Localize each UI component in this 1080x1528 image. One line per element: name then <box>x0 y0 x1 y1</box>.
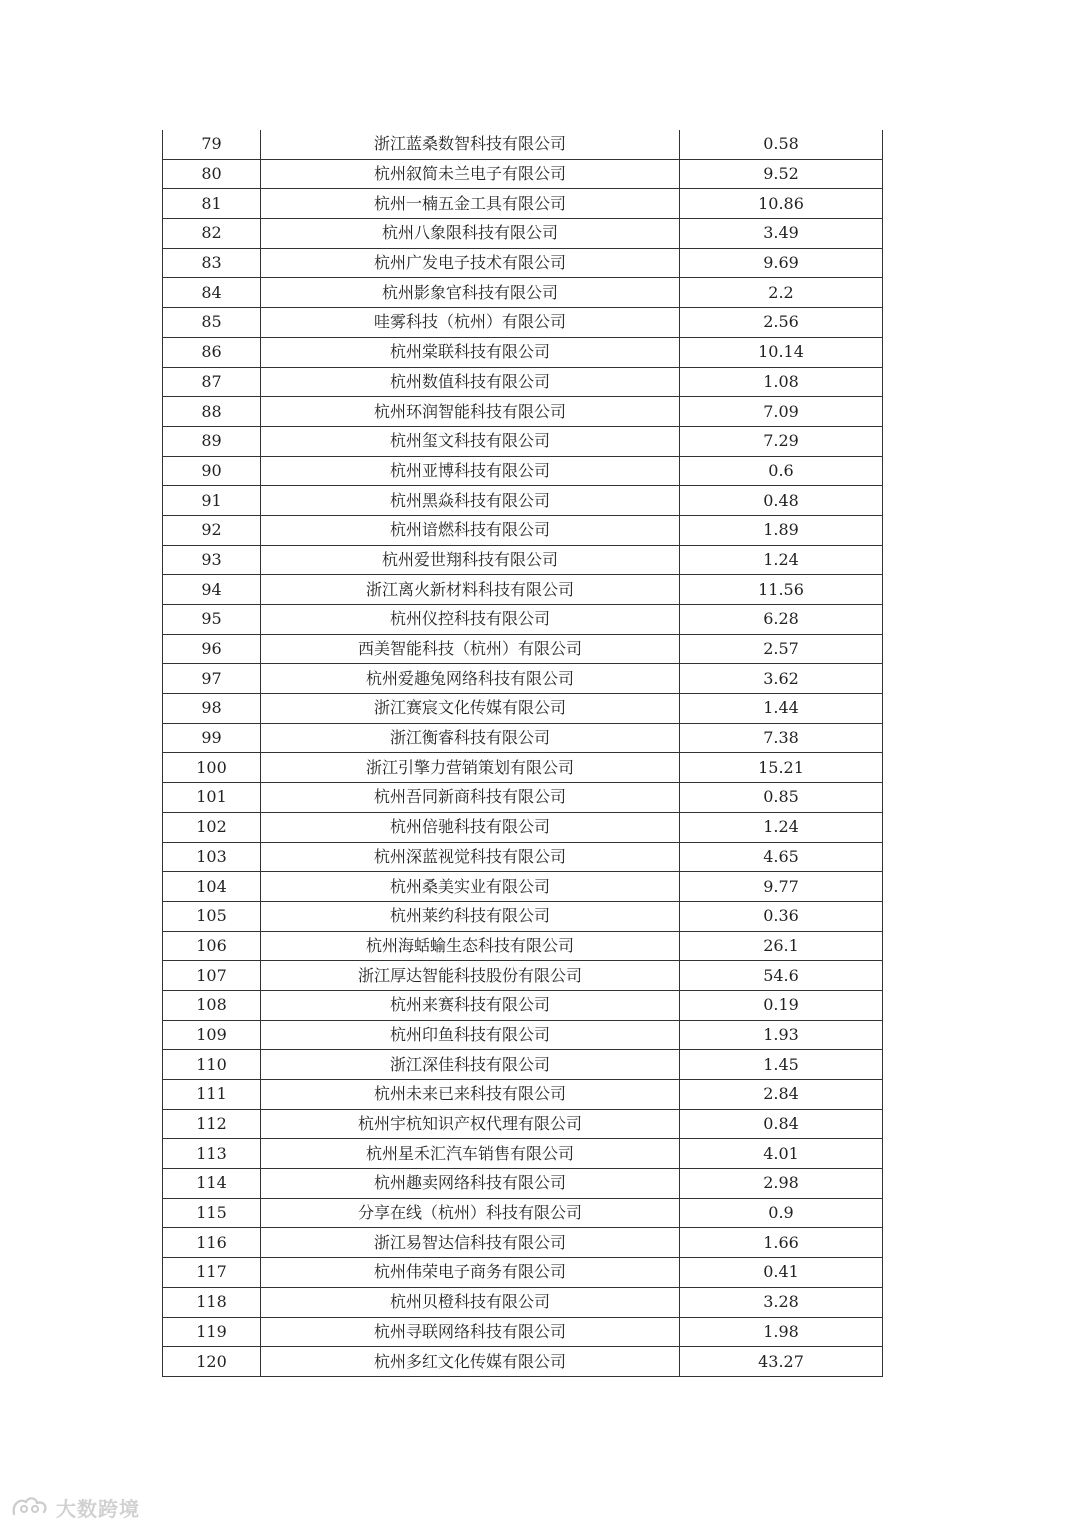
row-number: 85 <box>163 308 261 338</box>
amount-value: 0.41 <box>680 1258 883 1288</box>
amount-value: 1.45 <box>680 1050 883 1080</box>
row-number: 95 <box>163 605 261 635</box>
row-number: 104 <box>163 872 261 902</box>
amount-value: 0.6 <box>680 456 883 486</box>
amount-value: 1.98 <box>680 1317 883 1347</box>
row-number: 93 <box>163 545 261 575</box>
row-number: 118 <box>163 1287 261 1317</box>
row-number: 98 <box>163 694 261 724</box>
table-row <box>163 1317 883 1347</box>
company-name: 杭州广发电子技术有限公司 <box>261 248 680 278</box>
row-number: 109 <box>163 1020 261 1050</box>
company-name: 杭州印鱼科技有限公司 <box>261 1020 680 1050</box>
company-name: 杭州影象官科技有限公司 <box>261 278 680 308</box>
row-number: 91 <box>163 486 261 516</box>
amount-value: 4.65 <box>680 842 883 872</box>
company-name: 分享在线（杭州）科技有限公司 <box>261 1198 680 1228</box>
row-number: 111 <box>163 1080 261 1110</box>
table-row <box>163 783 883 813</box>
table-row <box>163 1347 883 1377</box>
table-row <box>163 308 883 338</box>
company-name: 杭州海蛞蝓生态科技有限公司 <box>261 931 680 961</box>
table-row <box>163 278 883 308</box>
table-row <box>163 961 883 991</box>
company-name: 杭州数值科技有限公司 <box>261 367 680 397</box>
table-row <box>163 990 883 1020</box>
company-name: 杭州一楠五金工具有限公司 <box>261 189 680 219</box>
amount-value: 3.28 <box>680 1287 883 1317</box>
company-name: 杭州星禾汇汽车销售有限公司 <box>261 1139 680 1169</box>
table-row <box>163 456 883 486</box>
table-row <box>163 1258 883 1288</box>
row-number: 119 <box>163 1317 261 1347</box>
company-name: 杭州桑美实业有限公司 <box>261 872 680 902</box>
table-row <box>163 575 883 605</box>
company-name: 浙江衡睿科技有限公司 <box>261 723 680 753</box>
table-row <box>163 1050 883 1080</box>
company-name: 杭州深蓝视觉科技有限公司 <box>261 842 680 872</box>
row-number: 114 <box>163 1169 261 1199</box>
table-row <box>163 130 883 159</box>
row-number: 120 <box>163 1347 261 1377</box>
amount-value: 26.1 <box>680 931 883 961</box>
table-row <box>163 545 883 575</box>
amount-value: 9.77 <box>680 872 883 902</box>
amount-value: 0.58 <box>680 130 883 159</box>
row-number: 97 <box>163 664 261 694</box>
amount-value: 1.66 <box>680 1228 883 1258</box>
company-name: 浙江深佳科技有限公司 <box>261 1050 680 1080</box>
company-name: 杭州贝橙科技有限公司 <box>261 1287 680 1317</box>
company-name: 杭州寻联网络科技有限公司 <box>261 1317 680 1347</box>
row-number: 90 <box>163 456 261 486</box>
table-row <box>163 1109 883 1139</box>
row-number: 96 <box>163 634 261 664</box>
row-number: 112 <box>163 1109 261 1139</box>
row-number: 99 <box>163 723 261 753</box>
watermark <box>10 1492 140 1522</box>
amount-value: 2.56 <box>680 308 883 338</box>
company-name: 杭州多红文化传媒有限公司 <box>261 1347 680 1377</box>
watermark-text: 大数跨境 <box>56 1496 140 1521</box>
table-row <box>163 515 883 545</box>
amount-value: 7.29 <box>680 426 883 456</box>
amount-value: 1.93 <box>680 1020 883 1050</box>
table-row <box>163 664 883 694</box>
table-row <box>163 219 883 249</box>
amount-value: 0.85 <box>680 783 883 813</box>
amount-value: 9.52 <box>680 159 883 189</box>
table-row <box>163 1020 883 1050</box>
amount-value: 7.09 <box>680 397 883 427</box>
row-number: 105 <box>163 901 261 931</box>
company-name: 杭州黑焱科技有限公司 <box>261 486 680 516</box>
amount-value: 15.21 <box>680 753 883 783</box>
row-number: 116 <box>163 1228 261 1258</box>
company-name: 杭州未来已来科技有限公司 <box>261 1080 680 1110</box>
amount-value: 0.48 <box>680 486 883 516</box>
table-row <box>163 189 883 219</box>
company-name: 杭州玺文科技有限公司 <box>261 426 680 456</box>
company-name: 杭州谙燃科技有限公司 <box>261 515 680 545</box>
table-row <box>163 1080 883 1110</box>
table-row <box>163 842 883 872</box>
company-name: 浙江厚达智能科技股份有限公司 <box>261 961 680 991</box>
brand-logo-icon <box>10 1494 50 1520</box>
row-number: 92 <box>163 515 261 545</box>
amount-value: 0.9 <box>680 1198 883 1228</box>
company-name: 杭州环润智能科技有限公司 <box>261 397 680 427</box>
company-name: 杭州趣卖网络科技有限公司 <box>261 1169 680 1199</box>
row-number: 82 <box>163 219 261 249</box>
row-number: 94 <box>163 575 261 605</box>
table-row <box>163 1139 883 1169</box>
row-number: 86 <box>163 337 261 367</box>
amount-value: 10.86 <box>680 189 883 219</box>
company-name: 西美智能科技（杭州）有限公司 <box>261 634 680 664</box>
amount-value: 1.24 <box>680 545 883 575</box>
table-row <box>163 931 883 961</box>
company-name: 杭州来赛科技有限公司 <box>261 990 680 1020</box>
table-row <box>163 901 883 931</box>
company-name: 杭州亚博科技有限公司 <box>261 456 680 486</box>
row-number: 113 <box>163 1139 261 1169</box>
row-number: 100 <box>163 753 261 783</box>
row-number: 115 <box>163 1198 261 1228</box>
amount-value: 1.89 <box>680 515 883 545</box>
row-number: 101 <box>163 783 261 813</box>
table-row <box>163 1287 883 1317</box>
row-number: 117 <box>163 1258 261 1288</box>
table-row <box>163 605 883 635</box>
table-row <box>163 723 883 753</box>
table-row <box>163 486 883 516</box>
table-row <box>163 159 883 189</box>
row-number: 89 <box>163 426 261 456</box>
table-row <box>163 872 883 902</box>
company-name: 浙江易智达信科技有限公司 <box>261 1228 680 1258</box>
company-name: 杭州宇杭知识产权代理有限公司 <box>261 1109 680 1139</box>
amount-value: 1.08 <box>680 367 883 397</box>
row-number: 102 <box>163 812 261 842</box>
company-name: 杭州爱世翔科技有限公司 <box>261 545 680 575</box>
row-number: 103 <box>163 842 261 872</box>
amount-value: 2.84 <box>680 1080 883 1110</box>
table-row <box>163 694 883 724</box>
company-name: 浙江赛宸文化传媒有限公司 <box>261 694 680 724</box>
company-name: 杭州吾同新商科技有限公司 <box>261 783 680 813</box>
table-row <box>163 397 883 427</box>
row-number: 87 <box>163 367 261 397</box>
table-row <box>163 753 883 783</box>
row-number: 107 <box>163 961 261 991</box>
company-table <box>162 130 883 1377</box>
table-row <box>163 634 883 664</box>
company-name: 杭州倍驰科技有限公司 <box>261 812 680 842</box>
row-number: 110 <box>163 1050 261 1080</box>
row-number: 79 <box>163 130 261 159</box>
amount-value: 4.01 <box>680 1139 883 1169</box>
row-number: 106 <box>163 931 261 961</box>
company-name: 浙江蓝桑数智科技有限公司 <box>261 130 680 159</box>
amount-value: 10.14 <box>680 337 883 367</box>
table-body <box>163 130 883 1376</box>
amount-value: 6.28 <box>680 605 883 635</box>
table-row <box>163 337 883 367</box>
amount-value: 0.84 <box>680 1109 883 1139</box>
company-name: 杭州莱约科技有限公司 <box>261 901 680 931</box>
table-row <box>163 1169 883 1199</box>
table-row <box>163 1198 883 1228</box>
table-row <box>163 426 883 456</box>
amount-value: 1.44 <box>680 694 883 724</box>
company-name: 杭州仪控科技有限公司 <box>261 605 680 635</box>
amount-value: 54.6 <box>680 961 883 991</box>
company-name: 杭州爱趣兔网络科技有限公司 <box>261 664 680 694</box>
amount-value: 2.98 <box>680 1169 883 1199</box>
company-name: 杭州八象限科技有限公司 <box>261 219 680 249</box>
row-number: 88 <box>163 397 261 427</box>
company-name: 杭州棠联科技有限公司 <box>261 337 680 367</box>
amount-value: 7.38 <box>680 723 883 753</box>
row-number: 108 <box>163 990 261 1020</box>
table-row <box>163 367 883 397</box>
company-name: 杭州叙简未兰电子有限公司 <box>261 159 680 189</box>
amount-value: 2.2 <box>680 278 883 308</box>
amount-value: 2.57 <box>680 634 883 664</box>
company-name: 浙江引擎力营销策划有限公司 <box>261 753 680 783</box>
company-name: 浙江离火新材料科技有限公司 <box>261 575 680 605</box>
amount-value: 3.62 <box>680 664 883 694</box>
row-number: 81 <box>163 189 261 219</box>
row-number: 80 <box>163 159 261 189</box>
row-number: 84 <box>163 278 261 308</box>
row-number: 83 <box>163 248 261 278</box>
amount-value: 0.19 <box>680 990 883 1020</box>
amount-value: 43.27 <box>680 1347 883 1377</box>
amount-value: 9.69 <box>680 248 883 278</box>
amount-value: 1.24 <box>680 812 883 842</box>
company-name: 哇雾科技（杭州）有限公司 <box>261 308 680 338</box>
table-row <box>163 248 883 278</box>
table-row <box>163 812 883 842</box>
table-row <box>163 1228 883 1258</box>
amount-value: 3.49 <box>680 219 883 249</box>
company-name: 杭州伟荣电子商务有限公司 <box>261 1258 680 1288</box>
amount-value: 0.36 <box>680 901 883 931</box>
amount-value: 11.56 <box>680 575 883 605</box>
